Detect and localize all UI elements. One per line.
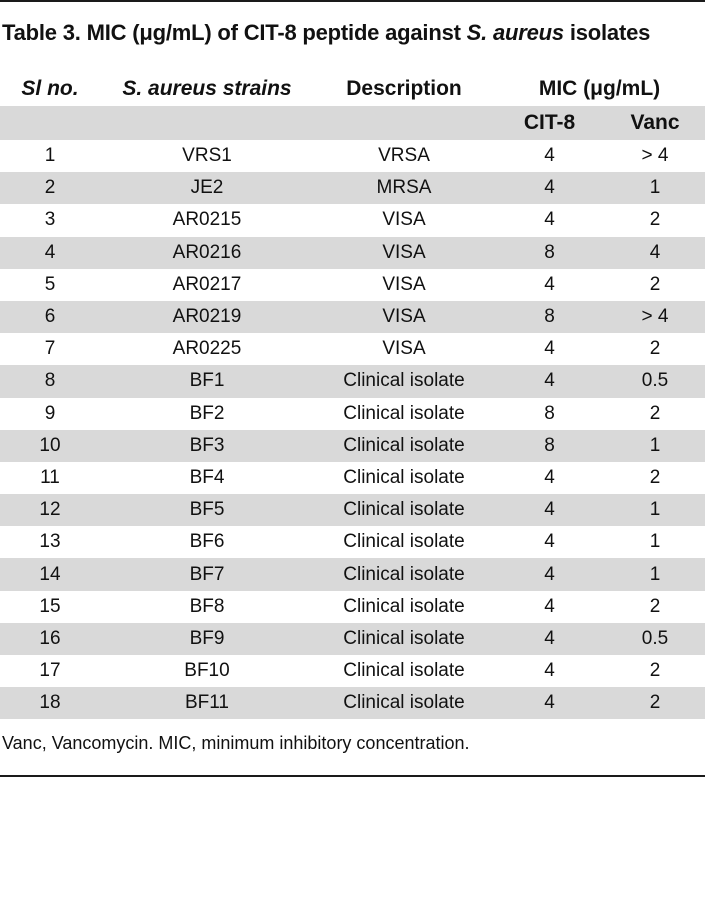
cell-sl-no: 12 xyxy=(39,499,61,521)
cell-mic-vanc: 0.5 xyxy=(641,370,669,392)
cell-mic-cit8: 8 xyxy=(544,241,555,263)
cell-sl-no: 14 xyxy=(39,563,61,585)
cell-strain: BF4 xyxy=(189,466,225,488)
table-row xyxy=(0,655,705,687)
table-row xyxy=(0,430,705,462)
header-vanc: Vanc xyxy=(630,111,680,134)
cell-mic-vanc: 4 xyxy=(649,241,661,263)
cell-description: Clinical isolate xyxy=(343,692,465,714)
cell-mic-vanc: 1 xyxy=(649,434,661,456)
cell-mic-cit8: 8 xyxy=(544,402,555,424)
cell-mic-cit8: 4 xyxy=(544,692,555,714)
cell-mic-cit8: 4 xyxy=(544,370,555,392)
table-row xyxy=(0,365,705,397)
cell-sl-no: 4 xyxy=(44,241,56,263)
cell-mic-cit8: 4 xyxy=(544,563,555,585)
table-row xyxy=(0,526,705,558)
cell-sl-no: 8 xyxy=(44,370,56,392)
table-row xyxy=(0,591,705,623)
table-row xyxy=(0,462,705,494)
header-strains: S. aureus strains xyxy=(122,77,292,100)
mic-table xyxy=(0,72,705,719)
cell-description: Clinical isolate xyxy=(343,402,465,424)
cell-strain: BF1 xyxy=(189,370,225,392)
cell-mic-cit8: 4 xyxy=(544,177,555,199)
cell-mic-vanc: 2 xyxy=(649,466,661,488)
table-row xyxy=(0,687,705,719)
cell-sl-no: 7 xyxy=(44,338,56,360)
cell-mic-vanc: 0.5 xyxy=(641,627,669,649)
cell-mic-cit8: 8 xyxy=(544,306,555,328)
subheader-row xyxy=(0,106,705,140)
cell-mic-cit8: 4 xyxy=(544,660,555,682)
cell-strain: BF2 xyxy=(189,402,225,424)
cell-description: Clinical isolate xyxy=(343,627,465,649)
cell-strain: BF3 xyxy=(189,434,225,456)
cell-mic-cit8: 4 xyxy=(544,145,555,167)
cell-sl-no: 17 xyxy=(39,660,61,682)
cell-mic-cit8: 4 xyxy=(544,209,555,231)
cell-description: Clinical isolate xyxy=(343,660,465,682)
cell-mic-cit8: 8 xyxy=(544,434,555,456)
table-title-organism: S. aureus xyxy=(466,20,564,45)
header-mic: MIC (μg/mL) xyxy=(538,77,661,100)
cell-sl-no: 6 xyxy=(44,306,56,328)
table-title-prefix: Table 3. MIC (μg/mL) of CIT-8 peptide against xyxy=(2,20,467,45)
cell-mic-vanc: 1 xyxy=(649,499,661,521)
cell-mic-cit8: 4 xyxy=(544,338,555,360)
cell-strain: AR0215 xyxy=(172,209,242,231)
cell-sl-no: 5 xyxy=(44,273,56,295)
cell-mic-vanc: 1 xyxy=(649,177,661,199)
table-row xyxy=(0,204,705,236)
cell-mic-vanc: 2 xyxy=(649,338,661,360)
cell-mic-vanc: > 4 xyxy=(641,145,669,167)
table-title-suffix: isolates xyxy=(563,20,651,45)
top-rule xyxy=(0,0,705,2)
cell-sl-no: 16 xyxy=(39,627,61,649)
table-row xyxy=(0,269,705,301)
cell-description: VISA xyxy=(382,209,426,231)
cell-mic-cit8: 4 xyxy=(544,499,555,521)
cell-strain: JE2 xyxy=(190,177,224,199)
cell-description: VISA xyxy=(382,241,426,263)
cell-strain: BF5 xyxy=(189,499,225,521)
header-cit8: CIT-8 xyxy=(523,111,576,134)
table-row xyxy=(0,172,705,204)
cell-description: Clinical isolate xyxy=(343,434,465,456)
cell-sl-no: 13 xyxy=(39,531,61,553)
cell-sl-no: 10 xyxy=(39,434,61,456)
table-body xyxy=(0,140,705,719)
cell-mic-vanc: 2 xyxy=(649,402,661,424)
cell-sl-no: 9 xyxy=(44,402,56,424)
header-row xyxy=(0,72,705,106)
cell-description: Clinical isolate xyxy=(343,595,465,617)
cell-mic-vanc: 2 xyxy=(649,660,661,682)
cell-strain: VRS1 xyxy=(182,145,232,167)
cell-mic-vanc: 2 xyxy=(649,273,661,295)
cell-mic-cit8: 4 xyxy=(544,627,555,649)
cell-sl-no: 15 xyxy=(39,595,61,617)
table-row xyxy=(0,558,705,590)
cell-description: MRSA xyxy=(376,177,432,199)
cell-mic-vanc: 2 xyxy=(649,209,661,231)
cell-mic-cit8: 4 xyxy=(544,595,555,617)
table-row xyxy=(0,301,705,333)
cell-mic-vanc: 1 xyxy=(649,531,661,553)
cell-description: VRSA xyxy=(378,145,430,167)
table-footnote: Vanc, Vancomycin. MIC, minimum inhibitory concentration. xyxy=(2,733,470,753)
header-description: Description xyxy=(346,77,462,100)
subheader-empty-2 xyxy=(100,106,314,140)
cell-sl-no: 1 xyxy=(44,145,56,167)
table-row xyxy=(0,237,705,269)
subheader-empty-3 xyxy=(314,106,494,140)
cell-description: Clinical isolate xyxy=(343,563,465,585)
cell-mic-cit8: 4 xyxy=(544,466,555,488)
cell-sl-no: 18 xyxy=(39,692,61,714)
cell-mic-cit8: 4 xyxy=(544,531,555,553)
subheader-empty-1 xyxy=(0,106,100,140)
cell-strain: AR0219 xyxy=(172,306,242,328)
cell-description: VISA xyxy=(382,306,426,328)
table-row xyxy=(0,333,705,365)
cell-sl-no: 2 xyxy=(44,177,56,199)
cell-strain: BF10 xyxy=(184,660,230,682)
cell-mic-vanc: 2 xyxy=(649,595,661,617)
cell-description: VISA xyxy=(382,273,426,295)
cell-sl-no: 3 xyxy=(44,209,56,231)
cell-strain: AR0217 xyxy=(172,273,242,295)
cell-strain: BF8 xyxy=(189,595,225,617)
cell-description: Clinical isolate xyxy=(343,499,465,521)
cell-strain: BF6 xyxy=(189,531,225,553)
cell-strain: BF9 xyxy=(189,627,225,649)
table-title xyxy=(2,20,650,46)
cell-mic-vanc: 1 xyxy=(649,563,661,585)
cell-strain: BF11 xyxy=(184,692,229,714)
cell-sl-no: 11 xyxy=(40,466,60,488)
cell-description: Clinical isolate xyxy=(343,531,465,553)
table-row xyxy=(0,494,705,526)
table-row xyxy=(0,623,705,655)
cell-mic-vanc: 2 xyxy=(649,692,661,714)
cell-mic-vanc: > 4 xyxy=(641,306,669,328)
cell-description: VISA xyxy=(382,338,426,360)
cell-mic-cit8: 4 xyxy=(544,273,555,295)
header-sl-no: Sl no. xyxy=(21,77,79,100)
bottom-rule xyxy=(0,775,705,777)
table-row xyxy=(0,398,705,430)
cell-strain: AR0225 xyxy=(172,338,242,360)
cell-description: Clinical isolate xyxy=(343,370,465,392)
table-row xyxy=(0,140,705,172)
cell-strain: BF7 xyxy=(189,563,225,585)
cell-description: Clinical isolate xyxy=(343,466,465,488)
cell-strain: AR0216 xyxy=(172,241,242,263)
